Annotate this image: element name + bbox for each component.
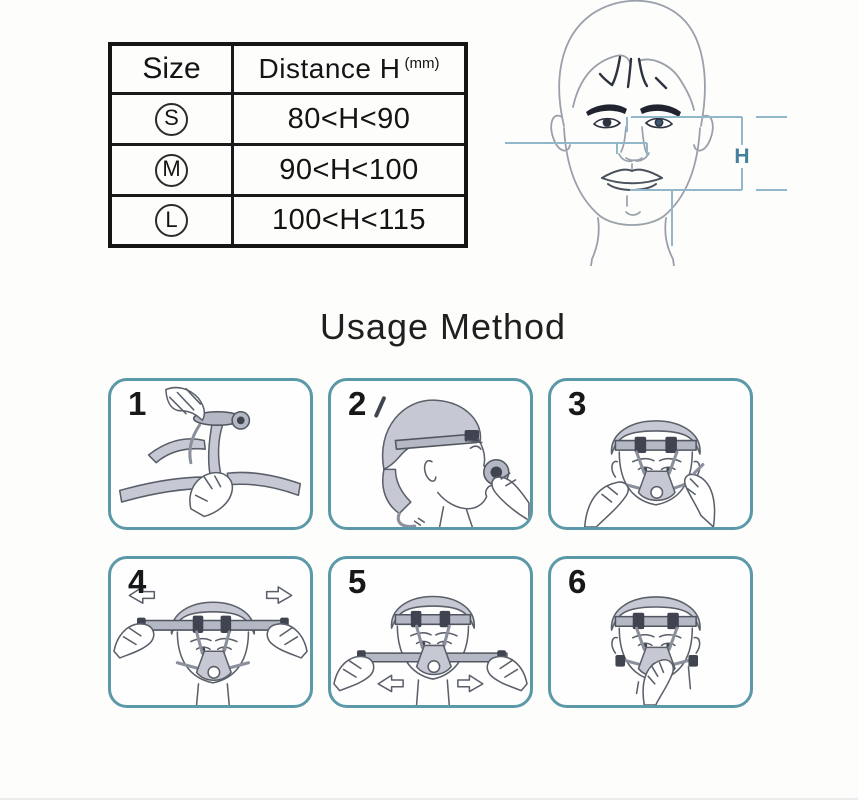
table-header-size: Size	[112, 46, 234, 95]
step-number: 2	[348, 385, 367, 422]
eyes	[594, 119, 672, 128]
size-cell-l	[112, 197, 234, 244]
usage-step-panel-4	[108, 556, 313, 708]
size-cell-m	[112, 146, 234, 197]
step-number: 3	[568, 385, 587, 422]
h-dimension-label: H	[734, 145, 750, 168]
eyebrows	[586, 104, 681, 117]
usage-step-panel-6	[548, 556, 753, 708]
circled-size-s: S	[155, 103, 188, 136]
step-number: 6	[568, 563, 587, 600]
head-outline	[559, 1, 705, 126]
range-cell-l: 100<H<115	[272, 204, 426, 236]
usage-method-title: Usage Method	[319, 306, 567, 347]
range-cell-s: 80<H<90	[234, 95, 464, 146]
lips	[602, 170, 662, 190]
unit-label: (mm)	[404, 54, 440, 72]
step-number: 4	[128, 563, 147, 600]
size-cell-s	[112, 95, 234, 146]
step-number: 5	[348, 563, 367, 600]
range-cell-m: 90<H<100	[234, 146, 464, 197]
size-table	[108, 42, 468, 248]
step-number: 1	[128, 385, 147, 422]
usage-step-panel-1	[108, 378, 313, 530]
usage-step-panel-2	[328, 378, 533, 530]
circled-size-m: M	[155, 154, 188, 187]
usage-step-panel-5	[328, 556, 533, 708]
usage-step-panel-3	[548, 378, 753, 530]
table-header-distance	[234, 46, 464, 95]
face-measurement-diagram	[480, 0, 858, 266]
circled-size-l: L	[155, 204, 188, 237]
distance-label: Distance H	[258, 53, 401, 84]
